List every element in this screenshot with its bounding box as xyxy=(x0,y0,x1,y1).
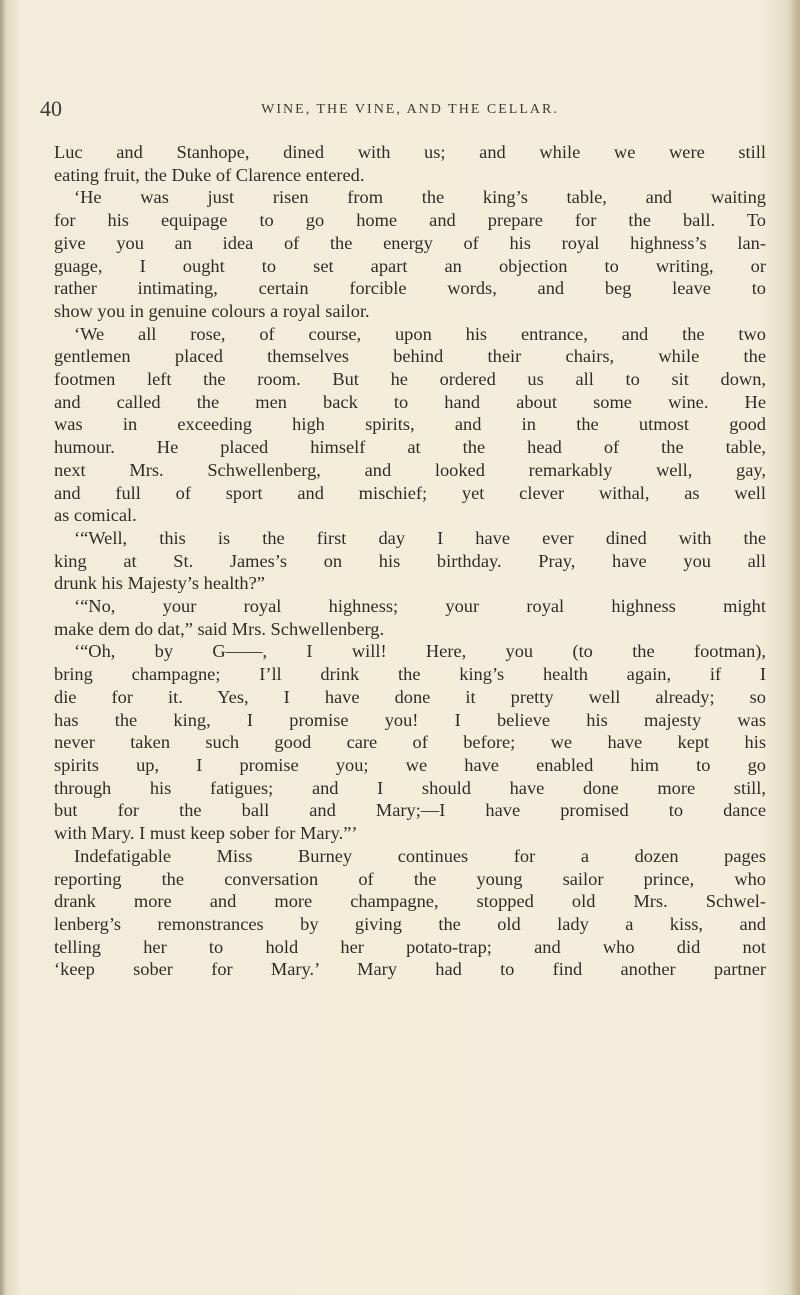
text-line: eating fruit, the Duke of Clarence entered. xyxy=(54,164,365,185)
text-line: Luc and Stanhope, dined with us; and while we were still xyxy=(54,142,766,162)
text-line: with Mary. I must keep sober for Mary.”’ xyxy=(54,823,358,844)
text-line: and full of sport and mischief; yet clever withal, as well xyxy=(54,482,766,503)
text-line: drank more and more champagne, stopped old Mrs. Schwel- xyxy=(54,891,766,912)
text-line: ‘“Oh, by G——, I will! Here, you (to the footman), xyxy=(74,641,766,662)
text-line: never taken such good care of before; we have kept his xyxy=(54,732,766,753)
text-line: footmen left the room. But he ordered us all to sit down, xyxy=(54,369,766,390)
text-line: rather intimating, certain forcible words, and beg leave to xyxy=(54,278,766,299)
text-line: for his equipage to go home and prepare for the ball. To xyxy=(54,210,766,231)
text-line: through his fatigues; and I should have done more still, xyxy=(54,777,766,798)
body-text xyxy=(54,141,766,981)
text-line: show you in genuine colours a royal sailor. xyxy=(54,300,370,321)
text-line: ‘He was just risen from the king’s table, and waiting xyxy=(74,187,766,208)
text-line: king at St. James’s on his birthday. Pray, have you all xyxy=(54,550,766,571)
page-edge-shadow xyxy=(790,0,800,1295)
text-line: gentlemen placed themselves behind their chairs, while the xyxy=(54,346,766,367)
text-line: give you an idea of the energy of his royal highness’s lan- xyxy=(54,232,766,253)
text-line: humour. He placed himself at the head of the table, xyxy=(54,437,766,458)
text-line: reporting the conversation of the young sailor prince, who xyxy=(54,868,766,889)
text-line: was in exceeding high spirits, and in the utmost good xyxy=(54,414,766,435)
text-line: die for it. Yes, I have done it pretty well already; so xyxy=(54,686,766,707)
text-line: Indefatigable Miss Burney continues for a dozen pages xyxy=(74,845,766,866)
page-number: 40 xyxy=(40,96,62,121)
text-line: but for the ball and Mary;—I have promised to dance xyxy=(54,800,766,821)
text-line: ‘“Well, this is the first day I have ever dined with the xyxy=(74,527,766,548)
text-line: bring champagne; I’ll drink the king’s health again, if I xyxy=(54,664,766,685)
text-line: ‘We all rose, of course, upon his entrance, and the two xyxy=(74,323,766,344)
text-line: spirits up, I promise you; we have enabled him to go xyxy=(54,754,766,775)
text-line: make dem do dat,” said Mrs. Schwellenberg. xyxy=(54,618,385,639)
running-head: WINE, THE VINE, AND THE CELLAR. xyxy=(261,102,559,117)
text-line: telling her to hold her potato-trap; and who did not xyxy=(54,936,766,957)
text-line: guage, I ought to set apart an objection to writing, or xyxy=(54,255,766,276)
text-line: ‘“No, your royal highness; your royal highness might xyxy=(74,596,766,617)
gutter-shadow xyxy=(0,0,6,1295)
text-line: as comical. xyxy=(54,505,137,526)
text-line: ‘keep sober for Mary.’ Mary had to find another partner xyxy=(54,959,766,980)
text-line: and called the men back to hand about some wine. He xyxy=(54,391,766,412)
text-line: has the king, I promise you! I believe his majesty was xyxy=(54,709,766,730)
text-line: next Mrs. Schwellenberg, and looked remarkably well, gay, xyxy=(54,459,766,480)
text-line: lenberg’s remonstrances by giving the old lady a kiss, and xyxy=(54,913,766,934)
page-header xyxy=(40,96,740,126)
text-line: drunk his Majesty’s health?” xyxy=(54,573,265,594)
